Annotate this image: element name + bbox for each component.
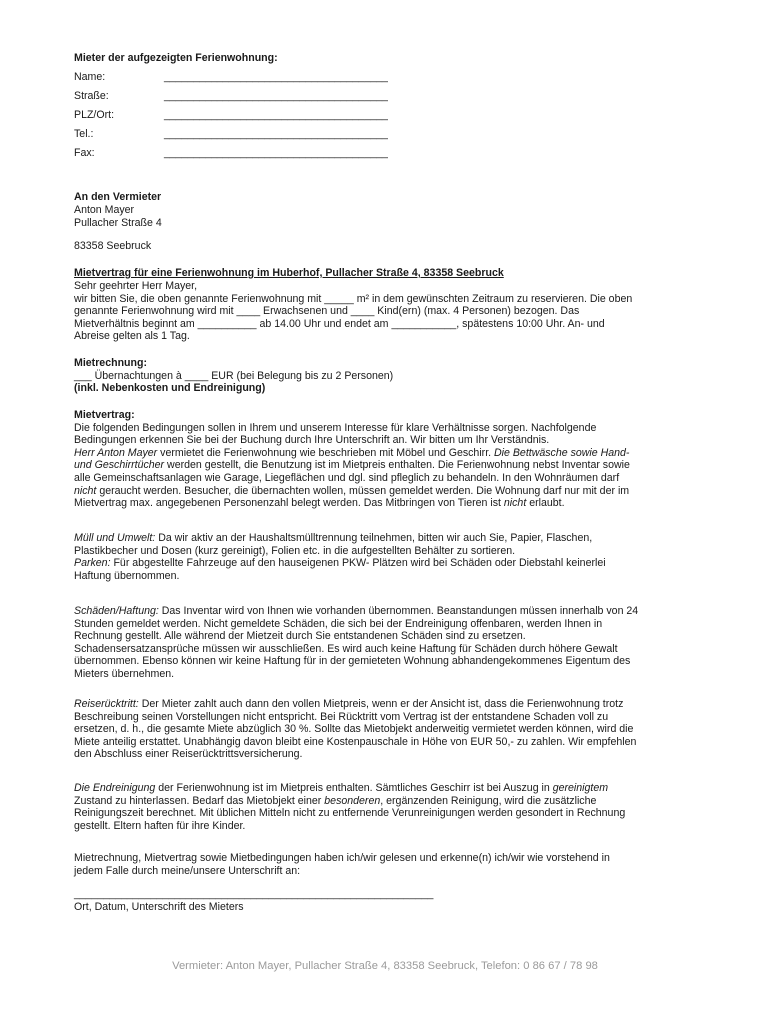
- tenant-field-city: [74, 109, 704, 122]
- field-blank: ______________________________________: [164, 128, 388, 140]
- text-line: Zustand zu hinterlassen. Bedarf das Mietobjekt einer besonderen, ergänzenden Reinigung, wird die zusätzliche: [74, 794, 597, 807]
- field-label: Fax:: [74, 147, 95, 159]
- closing-section: [74, 852, 704, 877]
- contract-title: Mietvertrag für eine Ferienwohnung im Huberhof, Pullacher Straße 4, 83358 Seebruck: [74, 267, 504, 279]
- text-line: gestellt. Eltern haften für ihre Kinder.: [74, 819, 246, 832]
- tenant-heading: Mieter der aufgezeigten Ferienwohnung:: [74, 52, 278, 64]
- field-blank: ______________________________________: [164, 147, 388, 159]
- text-line: genannte Ferienwohnung wird mit ____ Erwachsenen und ____ Kind(ern) (max. 4 Personen) bezogen. Das: [74, 305, 580, 318]
- landlord-name: Anton Mayer: [74, 204, 135, 216]
- cleaning-section: [74, 782, 704, 832]
- waste-section: [74, 532, 704, 582]
- text-line: Reiserücktritt: Der Mieter zahlt auch dann den vollen Mietpreis, wenn er der Ansicht ist, dass die Ferienwohnung trotz: [74, 698, 624, 710]
- text-line: Haftung übernommen.: [74, 569, 180, 582]
- text-line: Mietrechnung, Mietvertrag sowie Mietbedingungen haben ich/wir gelesen und erkenne(n) ich/wir wie vorstehend in: [74, 852, 610, 864]
- billing-line: ___ Übernachtungen à ____ EUR (bei Belegung bis zu 2 Personen): [74, 369, 394, 382]
- tenant-field-name: [74, 71, 704, 84]
- tenant-field-street: [74, 90, 704, 103]
- text-line: Mietverhältnis beginnt am __________ ab 14.00 Uhr und endet am ___________, spätestens 10:00 Uhr. An- und: [74, 317, 605, 330]
- text-line: Reinigungszeit berechnet. Mit üblichen Mitteln nicht zu entfernende Verunreinigungen werden gesondert in Rechnung: [74, 807, 626, 820]
- field-blank: ______________________________________: [164, 109, 388, 121]
- contract-intro: [74, 280, 704, 343]
- text-line: jedem Falle durch meine/unsere Unterschrift an:: [74, 864, 301, 877]
- text-line: Beschreibung seinen Vorstellungen nicht entspricht. Bei Rücktritt vom Vertrag ist der entstandene Schaden voll zu: [74, 710, 609, 723]
- field-label: Tel.:: [74, 128, 94, 140]
- landlord-heading: An den Vermieter: [74, 191, 162, 203]
- text-line: Die Endreinigung der Ferienwohnung ist im Mietpreis enthalten. Sämtliches Geschirr ist bei Auszug in gereinigtem: [74, 782, 609, 794]
- text-line: und Geschirrtücher werden gestellt, die Benutzung ist im Mietpreis enthalten. Die Ferienwohnung nebst Inventar sowie: [74, 459, 630, 472]
- text-line: Schäden/Haftung: Das Inventar wird von Ihnen wie vorhanden übernommen. Beanstandungen müssen innerhalb von 24: [74, 605, 639, 617]
- field-blank: ______________________________________: [164, 90, 388, 102]
- greeting: Sehr geehrter Herr Mayer,: [74, 280, 198, 292]
- text-line: Herr Anton Mayer vermietet die Ferienwohnung wie beschrieben mit Möbel und Geschirr. Die Bettwäsche sowie Hand-: [74, 446, 630, 459]
- text-line: nicht geraucht werden. Besucher, die übernachten wollen, müssen gemeldet werden. Die Wohnung darf nur mit der im: [74, 484, 630, 497]
- text-line: Mieters übernehmen.: [74, 667, 175, 680]
- text-line: Bedingungen erkennen Sie bei der Buchung durch Ihre Unterschrift an. Wir bitten um Ihr Verständnis.: [74, 434, 550, 447]
- terms-heading: Mietvertrag:: [74, 409, 135, 421]
- text-line: Müll und Umwelt: Da wir aktiv an der Haushaltsmülltrennung teilnehmen, bitten wir auch Sie, Papier, Flaschen,: [74, 532, 593, 544]
- signature-label: Ort, Datum, Unterschrift des Mieters: [74, 901, 244, 913]
- landlord-city: 83358 Seebruck: [74, 240, 152, 252]
- text-line: den Abschluss einer Reiserücktrittsversicherung.: [74, 748, 303, 761]
- signature-line: _____________________________________________________________: [74, 888, 434, 900]
- text-line: Miete anteilig erstattet. Unabhängig davon bleibt eine Kostenpauschale in Höhe von EUR 50,- zu zahlen. Wir empfehlen: [74, 735, 637, 748]
- tenant-field-fax: [74, 147, 704, 160]
- text-line: Die folgenden Bedingungen sollen in Ihrem und unserem Interesse für klare Verhältnisse sorgen. Nachfolgende: [74, 421, 597, 434]
- tenant-field-phone: [74, 128, 704, 141]
- text-line: Stunden gemeldet werden. Nicht gemeldete Schäden, die sich bei der Endreinigung offenbaren, werden Ihnen in: [74, 617, 603, 630]
- terms-section: [74, 409, 704, 510]
- field-label: PLZ/Ort:: [74, 109, 115, 121]
- text-line: Mietvertrag max. angegebenen Personenzahl belegt werden. Das Mitbringen von Tieren ist nicht erlaubt.: [74, 497, 565, 510]
- text-line: Schadensersatzansprüche müssen wir ausschließen. Es wird auch keine Haftung für Schäden durch höhere Gewalt: [74, 642, 618, 655]
- billing-section: [74, 357, 704, 395]
- billing-note: (inkl. Nebenkosten und Endreinigung): [74, 382, 266, 395]
- text-line: ersetzen, d. h., die gesamte Miete abzüglich 30 %. Sollte das Mietobjekt anderweitig vermietet werden können, wird die: [74, 723, 634, 736]
- text-line: Abreise gelten als 1 Tag.: [74, 330, 190, 343]
- text-line: Parken: Für abgestellte Fahrzeuge auf den hauseigenen PKW- Plätzen wird bei Schäden oder Diebstahl keinerlei: [74, 557, 606, 570]
- landlord-street: Pullacher Straße 4: [74, 217, 162, 229]
- cancellation-section: [74, 698, 704, 761]
- billing-heading: Mietrechnung:: [74, 357, 147, 369]
- text-line: Plastikbecher und Dosen (kurz gereinigt), Folien etc. in die aufgestellten Behälter zu sortieren.: [74, 544, 516, 557]
- text-line: übernommen. Ebenso können wir keine Haftung für in der gemieteten Wohnung abhandengekommenes Eigentum des: [74, 655, 631, 668]
- field-label: Straße:: [74, 90, 109, 102]
- text-line: Rechnung gestellt. Alle während der Mietzeit durch Sie entstandenen Schäden sind zu ersetzen.: [74, 630, 526, 643]
- text-line: alle Gemeinschaftsanlagen wie Garage, Liegeflächen und dgl. sind pfleglich zu behandeln. In den Wohnräumen darf: [74, 471, 620, 484]
- field-blank: ______________________________________: [164, 71, 388, 83]
- field-label: Name:: [74, 71, 106, 83]
- damages-section: [74, 605, 704, 681]
- page-footer: Vermieter: Anton Mayer, Pullacher Straße 4, 83358 Seebruck, Telefon: 0 86 67 / 78 98: [172, 960, 598, 972]
- text-line: wir bitten Sie, die oben genannte Ferienwohnung mit _____ m² in dem gewünschten Zeitraum zu reservieren. Die oben: [74, 292, 633, 305]
